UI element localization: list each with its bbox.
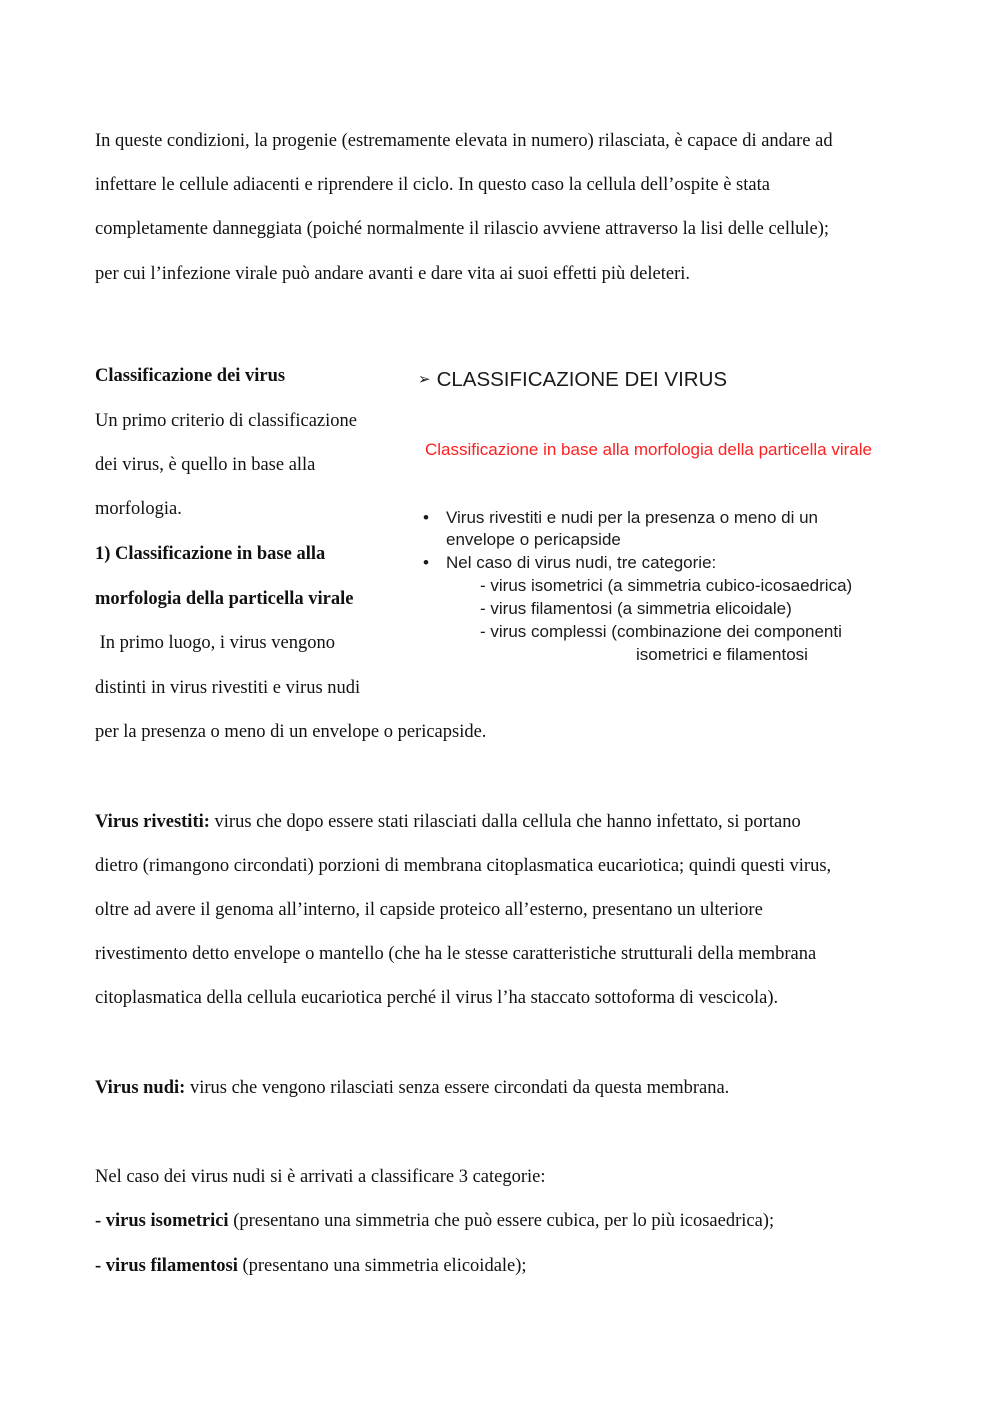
intro-line-1: In queste condizioni, la progenie (estremamente elevata in numero) rilasciata, è capace di andare ad [95,131,833,151]
categorie-intro: Nel caso dei virus nudi si è arrivati a classificare 3 categorie: [95,1167,546,1187]
slide-bullet2: Nel caso di virus nudi, tre categorie: [446,553,717,572]
rivestiti-term: Virus rivestiti: [95,812,210,832]
rivestiti-line-4: rivestimento detto envelope o mantello (che ha le stesse caratteristiche strutturali della membrana [95,944,817,964]
section-line-3: morfologia. [95,499,182,519]
section-body-line-3: per la presenza o meno di un envelope o pericapside. [95,722,487,742]
intro-line-3: completamente danneggiata (poiché normalmente il rilascio avviene attraverso la lisi delle cellule); [95,219,830,239]
categoria-text-2: (presentano una simmetria elicoidale); [237,1256,527,1276]
slide-bullet1-line2: envelope o pericapside [446,530,621,549]
section-body-line-2: distinti in virus rivestiti e virus nudi [95,678,361,698]
rivestiti-line-1-text: virus che dopo essere stati rilasciati dalla cellula che hanno infettato, si portano [209,812,801,832]
slide-title-text: CLASSIFICAZIONE DEI VIRUS [436,368,728,391]
nudi-text: virus che vengono rilasciati senza essere circondati da questa membrana. [185,1078,730,1098]
slide-title [418,368,727,392]
categoria-item-1 [95,1211,774,1232]
section-heading: Classificazione dei virus [95,366,286,386]
slide-figure [418,360,918,680]
slide-subitem-2: - virus filamentosi (a simmetria elicoidale) [480,599,792,618]
nudi-line [95,1078,729,1099]
rivestiti-line-5: citoplasmatica della cellula eucariotica perché il virus l’ha staccato sottoforma di vescicola). [95,988,779,1008]
arrow-bullet-icon: ➢ [418,371,431,388]
rivestiti-line-2: dietro (rimangono circondati) porzioni di membrana citoplasmatica eucariotica; quindi questi virus, [95,856,832,876]
section-line-2: dei virus, è quello in base alla [95,455,316,475]
subheading-line-1: 1) Classificazione in base alla [95,544,326,564]
section-body-line-1: In primo luogo, i virus vengono [95,633,335,653]
bullet-icon: • [423,508,429,527]
subheading-line-2: morfologia della particella virale [95,589,354,609]
intro-line-2: infettare le cellule adiacenti e riprendere il ciclo. In questo caso la cellula dell’ospite è stata [95,175,770,195]
slide-subitem-3-continuation: isometrici e filamentosi [636,645,808,664]
slide-subtitle: Classificazione in base alla morfologia della particella virale [425,440,872,459]
categoria-text-1: (presentano una simmetria che può essere cubica, per lo più icosaedrica); [228,1211,775,1231]
categoria-item-2 [95,1256,527,1277]
slide-subitem-3: - virus complessi (combinazione dei componenti [480,622,842,641]
categoria-term-2: - virus filamentosi [95,1256,238,1276]
slide-subitem-1: - virus isometrici (a simmetria cubico-icosaedrica) [480,576,853,595]
rivestiti-line-1 [95,812,801,833]
slide-bullet1-line1: Virus rivestiti e nudi per la presenza o meno di un [446,508,818,527]
rivestiti-line-3: oltre ad avere il genoma all’interno, il capside proteico all’esterno, presentano un ulteriore [95,900,763,920]
bullet-icon: • [423,553,429,572]
section-line-1: Un primo criterio di classificazione [95,411,357,431]
intro-line-4: per cui l’infezione virale può andare avanti e dare vita ai suoi effetti più deleteri. [95,264,690,284]
nudi-term: Virus nudi: [95,1078,186,1098]
categoria-term-1: - virus isometrici [95,1211,229,1231]
